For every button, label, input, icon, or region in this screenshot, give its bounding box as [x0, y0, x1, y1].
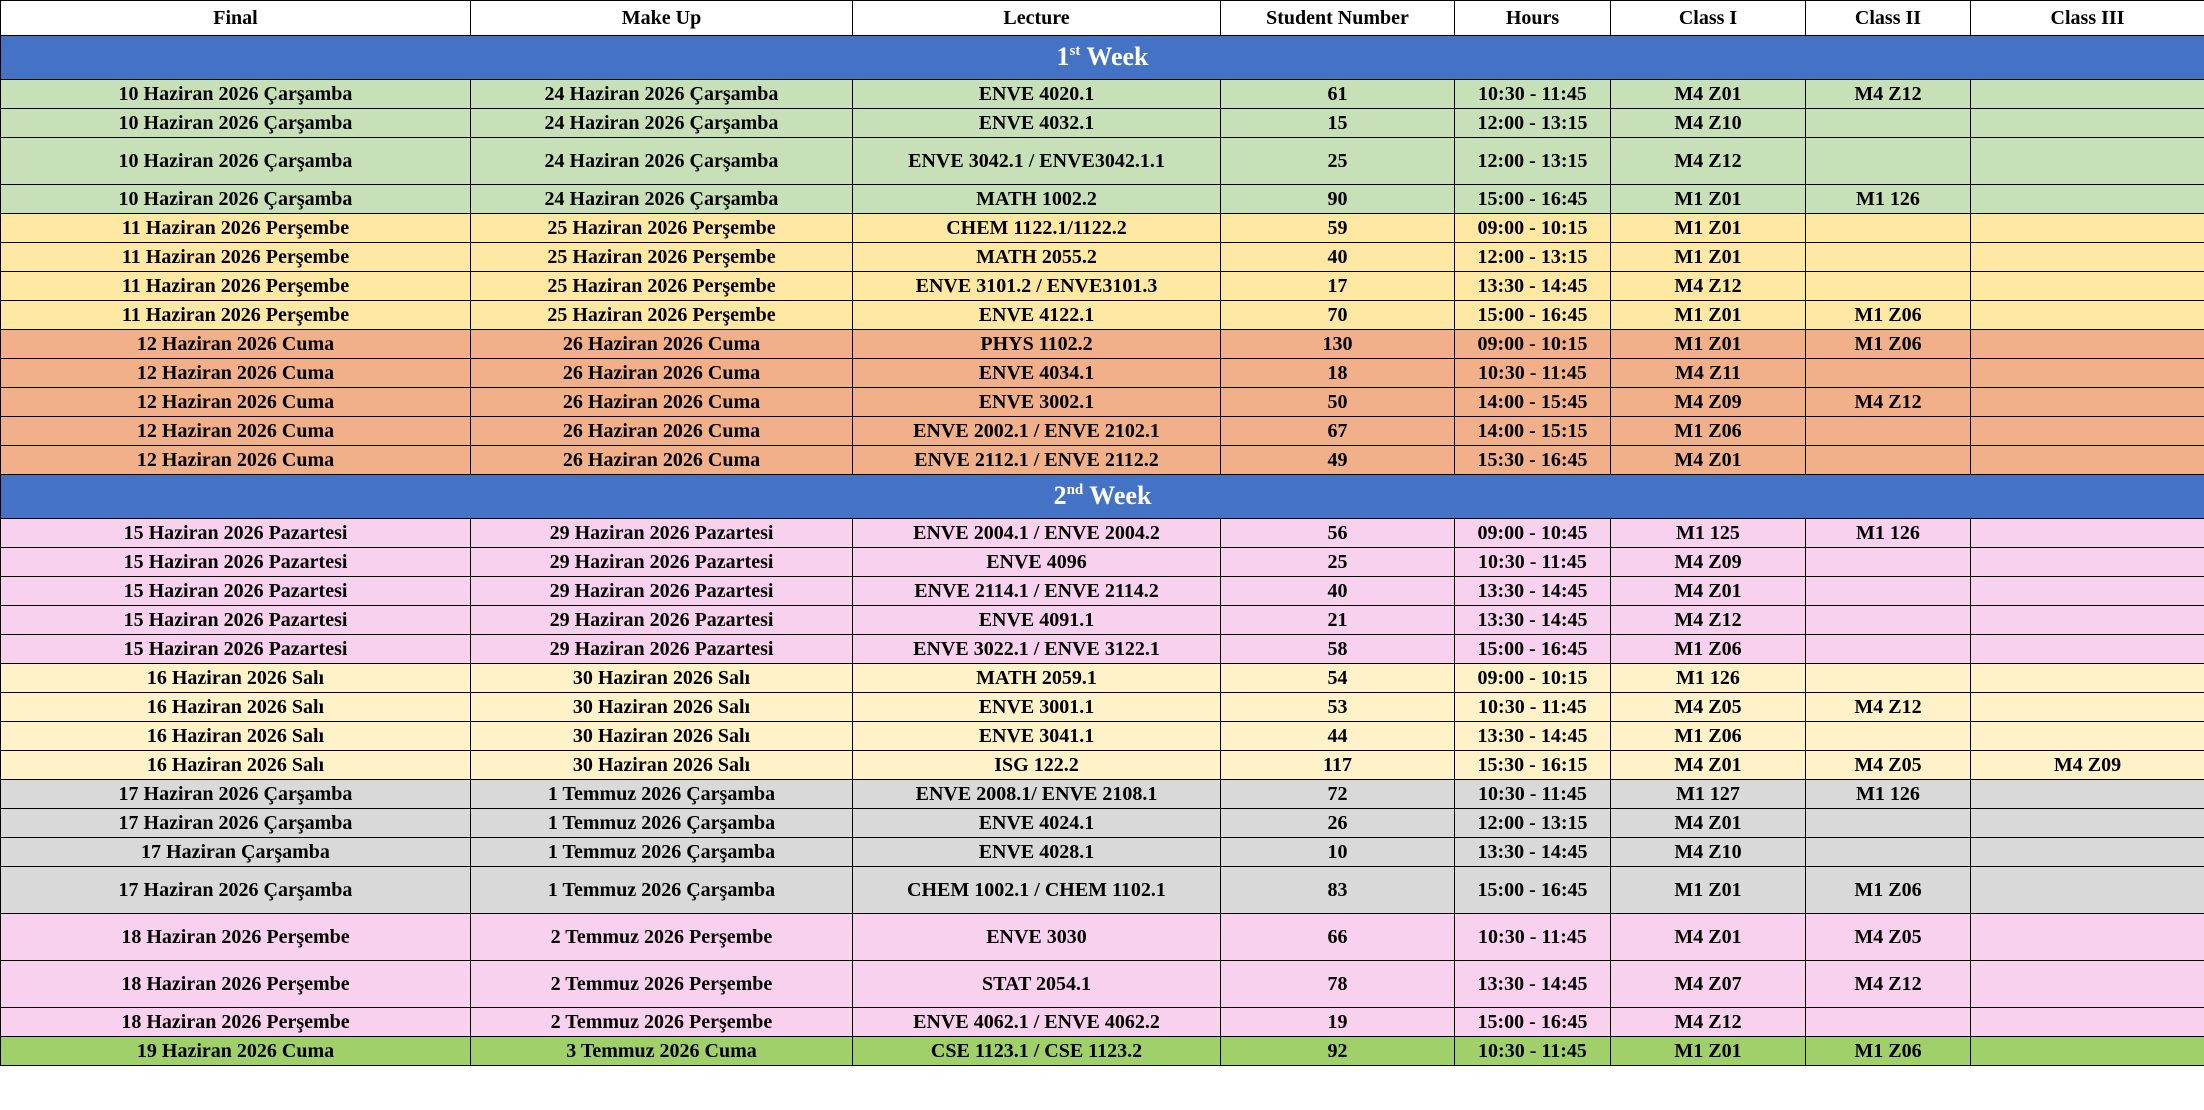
cell-student-number: 18	[1221, 359, 1455, 388]
cell-class-iii	[1971, 693, 2204, 722]
cell-final-date: 16 Haziran 2026 Salı	[1, 722, 471, 751]
cell-hours: 12:00 - 13:15	[1455, 138, 1611, 185]
cell-student-number: 61	[1221, 80, 1455, 109]
cell-class-i: M4 Z01	[1611, 751, 1806, 780]
cell-final-date: 12 Haziran 2026 Cuma	[1, 417, 471, 446]
header-student-number: Student Number	[1221, 1, 1455, 36]
cell-class-i: M4 Z09	[1611, 388, 1806, 417]
cell-student-number: 17	[1221, 272, 1455, 301]
week-ordinal-suffix: st	[1069, 43, 1081, 60]
cell-hours: 10:30 - 11:45	[1455, 80, 1611, 109]
cell-final-date: 16 Haziran 2026 Salı	[1, 664, 471, 693]
cell-final-date: 11 Haziran 2026 Perşembe	[1, 243, 471, 272]
cell-student-number: 10	[1221, 838, 1455, 867]
cell-class-ii: M1 Z06	[1806, 1037, 1971, 1066]
header-class-i: Class I	[1611, 1, 1806, 36]
cell-hours: 12:00 - 13:15	[1455, 809, 1611, 838]
cell-class-iii	[1971, 722, 2204, 751]
cell-final-date: 10 Haziran 2026 Çarşamba	[1, 138, 471, 185]
cell-class-iii	[1971, 914, 2204, 961]
cell-class-ii	[1806, 109, 1971, 138]
cell-makeup-date: 30 Haziran 2026 Salı	[471, 664, 853, 693]
table-row	[1, 606, 2204, 635]
cell-student-number: 78	[1221, 961, 1455, 1008]
cell-final-date: 12 Haziran 2026 Cuma	[1, 359, 471, 388]
cell-class-i: M4 Z01	[1611, 914, 1806, 961]
cell-class-iii	[1971, 388, 2204, 417]
cell-makeup-date: 2 Temmuz 2026 Perşembe	[471, 914, 853, 961]
cell-lecture: ENVE 4062.1 / ENVE 4062.2	[853, 1008, 1221, 1037]
table-row	[1, 664, 2204, 693]
cell-makeup-date: 26 Haziran 2026 Cuma	[471, 330, 853, 359]
cell-hours: 10:30 - 11:45	[1455, 359, 1611, 388]
header-class-ii: Class II	[1806, 1, 1971, 36]
cell-hours: 09:00 - 10:45	[1455, 519, 1611, 548]
cell-lecture: ISG 122.2	[853, 751, 1221, 780]
table-row	[1, 330, 2204, 359]
cell-makeup-date: 2 Temmuz 2026 Perşembe	[471, 961, 853, 1008]
cell-class-ii: M1 126	[1806, 519, 1971, 548]
cell-final-date: 11 Haziran 2026 Perşembe	[1, 272, 471, 301]
cell-student-number: 25	[1221, 138, 1455, 185]
cell-lecture: ENVE 2114.1 / ENVE 2114.2	[853, 577, 1221, 606]
table-row	[1, 961, 2204, 1008]
cell-final-date: 17 Haziran 2026 Çarşamba	[1, 780, 471, 809]
cell-hours: 13:30 - 14:45	[1455, 961, 1611, 1008]
table-row	[1, 417, 2204, 446]
cell-makeup-date: 29 Haziran 2026 Pazartesi	[471, 606, 853, 635]
cell-makeup-date: 3 Temmuz 2026 Cuma	[471, 1037, 853, 1066]
cell-student-number: 72	[1221, 780, 1455, 809]
cell-class-i: M4 Z12	[1611, 138, 1806, 185]
cell-class-iii	[1971, 809, 2204, 838]
table-row	[1, 185, 2204, 214]
cell-hours: 13:30 - 14:45	[1455, 838, 1611, 867]
cell-final-date: 17 Haziran Çarşamba	[1, 838, 471, 867]
cell-class-i: M4 Z12	[1611, 606, 1806, 635]
cell-student-number: 90	[1221, 185, 1455, 214]
table-row	[1, 446, 2204, 475]
cell-class-ii	[1806, 214, 1971, 243]
week-label: Week	[1089, 481, 1152, 511]
cell-makeup-date: 29 Haziran 2026 Pazartesi	[471, 577, 853, 606]
cell-final-date: 12 Haziran 2026 Cuma	[1, 330, 471, 359]
cell-class-ii	[1806, 243, 1971, 272]
cell-makeup-date: 29 Haziran 2026 Pazartesi	[471, 519, 853, 548]
cell-class-ii	[1806, 722, 1971, 751]
cell-class-i: M4 Z10	[1611, 838, 1806, 867]
cell-student-number: 59	[1221, 214, 1455, 243]
cell-student-number: 26	[1221, 809, 1455, 838]
cell-hours: 13:30 - 14:45	[1455, 272, 1611, 301]
cell-student-number: 15	[1221, 109, 1455, 138]
cell-class-ii	[1806, 577, 1971, 606]
cell-class-i: M1 Z01	[1611, 330, 1806, 359]
schedule-body	[1, 36, 2204, 1066]
table-row	[1, 214, 2204, 243]
cell-makeup-date: 25 Haziran 2026 Perşembe	[471, 243, 853, 272]
cell-class-i: M4 Z11	[1611, 359, 1806, 388]
cell-class-i: M1 125	[1611, 519, 1806, 548]
cell-hours: 15:00 - 16:45	[1455, 301, 1611, 330]
cell-makeup-date: 2 Temmuz 2026 Perşembe	[471, 1008, 853, 1037]
cell-hours: 09:00 - 10:15	[1455, 330, 1611, 359]
cell-class-iii	[1971, 80, 2204, 109]
cell-final-date: 11 Haziran 2026 Perşembe	[1, 214, 471, 243]
cell-final-date: 10 Haziran 2026 Çarşamba	[1, 80, 471, 109]
cell-lecture: ENVE 3001.1	[853, 693, 1221, 722]
cell-class-iii	[1971, 577, 2204, 606]
cell-class-ii: M4 Z05	[1806, 914, 1971, 961]
cell-lecture: PHYS 1102.2	[853, 330, 1221, 359]
cell-class-iii	[1971, 961, 2204, 1008]
cell-class-ii: M1 126	[1806, 780, 1971, 809]
cell-final-date: 11 Haziran 2026 Perşembe	[1, 301, 471, 330]
week-number: 1	[1056, 42, 1070, 72]
cell-class-i: M4 Z09	[1611, 548, 1806, 577]
cell-makeup-date: 30 Haziran 2026 Salı	[471, 751, 853, 780]
cell-class-i: M1 Z01	[1611, 301, 1806, 330]
table-row	[1, 914, 2204, 961]
cell-makeup-date: 30 Haziran 2026 Salı	[471, 693, 853, 722]
cell-class-i: M1 Z01	[1611, 867, 1806, 914]
cell-hours: 15:00 - 16:45	[1455, 185, 1611, 214]
cell-class-i: M4 Z01	[1611, 80, 1806, 109]
cell-lecture: ENVE 3101.2 / ENVE3101.3	[853, 272, 1221, 301]
cell-lecture: MATH 2055.2	[853, 243, 1221, 272]
cell-class-i: M1 Z01	[1611, 214, 1806, 243]
cell-class-i: M1 Z06	[1611, 417, 1806, 446]
cell-class-ii: M4 Z05	[1806, 751, 1971, 780]
cell-class-iii	[1971, 330, 2204, 359]
cell-class-iii	[1971, 214, 2204, 243]
table-row	[1, 359, 2204, 388]
cell-class-iii	[1971, 1037, 2204, 1066]
cell-final-date: 10 Haziran 2026 Çarşamba	[1, 185, 471, 214]
cell-class-iii	[1971, 635, 2204, 664]
cell-class-ii	[1806, 446, 1971, 475]
cell-student-number: 53	[1221, 693, 1455, 722]
cell-class-i: M4 Z01	[1611, 446, 1806, 475]
cell-class-i: M4 Z07	[1611, 961, 1806, 1008]
cell-lecture: ENVE 4032.1	[853, 109, 1221, 138]
cell-student-number: 54	[1221, 664, 1455, 693]
cell-hours: 15:00 - 16:45	[1455, 1008, 1611, 1037]
cell-class-i: M4 Z01	[1611, 809, 1806, 838]
cell-class-iii	[1971, 519, 2204, 548]
cell-final-date: 17 Haziran 2026 Çarşamba	[1, 809, 471, 838]
cell-class-ii: M1 Z06	[1806, 330, 1971, 359]
cell-final-date: 18 Haziran 2026 Perşembe	[1, 1008, 471, 1037]
cell-student-number: 50	[1221, 388, 1455, 417]
cell-class-iii	[1971, 838, 2204, 867]
cell-class-i: M1 Z01	[1611, 1037, 1806, 1066]
cell-lecture: ENVE 4122.1	[853, 301, 1221, 330]
cell-class-ii	[1806, 635, 1971, 664]
cell-hours: 13:30 - 14:45	[1455, 722, 1611, 751]
table-row	[1, 388, 2204, 417]
cell-makeup-date: 25 Haziran 2026 Perşembe	[471, 214, 853, 243]
table-row	[1, 243, 2204, 272]
header-lecture: Lecture	[853, 1, 1221, 36]
header-make-up: Make Up	[471, 1, 853, 36]
cell-lecture: ENVE 3030	[853, 914, 1221, 961]
cell-makeup-date: 1 Temmuz 2026 Çarşamba	[471, 867, 853, 914]
table-row	[1, 301, 2204, 330]
cell-final-date: 10 Haziran 2026 Çarşamba	[1, 109, 471, 138]
cell-class-ii	[1806, 359, 1971, 388]
cell-lecture: CHEM 1002.1 / CHEM 1102.1	[853, 867, 1221, 914]
table-row	[1, 838, 2204, 867]
cell-makeup-date: 26 Haziran 2026 Cuma	[471, 446, 853, 475]
cell-hours: 10:30 - 11:45	[1455, 548, 1611, 577]
cell-class-ii: M1 Z06	[1806, 867, 1971, 914]
cell-lecture: ENVE 4020.1	[853, 80, 1221, 109]
cell-hours: 15:00 - 16:45	[1455, 867, 1611, 914]
cell-student-number: 44	[1221, 722, 1455, 751]
week-number: 2	[1053, 481, 1067, 511]
table-row	[1, 138, 2204, 185]
table-row	[1, 519, 2204, 548]
cell-class-ii: M1 Z06	[1806, 301, 1971, 330]
cell-makeup-date: 1 Temmuz 2026 Çarşamba	[471, 838, 853, 867]
cell-final-date: 18 Haziran 2026 Perşembe	[1, 914, 471, 961]
table-row	[1, 867, 2204, 914]
cell-makeup-date: 30 Haziran 2026 Salı	[471, 722, 853, 751]
cell-final-date: 17 Haziran 2026 Çarşamba	[1, 867, 471, 914]
cell-student-number: 66	[1221, 914, 1455, 961]
cell-class-i: M1 Z01	[1611, 185, 1806, 214]
table-row	[1, 1037, 2204, 1066]
cell-class-ii	[1806, 548, 1971, 577]
cell-student-number: 56	[1221, 519, 1455, 548]
cell-final-date: 16 Haziran 2026 Salı	[1, 751, 471, 780]
cell-lecture: ENVE 4096	[853, 548, 1221, 577]
cell-final-date: 15 Haziran 2026 Pazartesi	[1, 606, 471, 635]
cell-lecture: ENVE 3041.1	[853, 722, 1221, 751]
cell-makeup-date: 29 Haziran 2026 Pazartesi	[471, 548, 853, 577]
week-header-row	[1, 36, 2204, 80]
cell-class-i: M1 Z06	[1611, 722, 1806, 751]
week-title	[1, 475, 2204, 519]
cell-lecture: ENVE 4091.1	[853, 606, 1221, 635]
cell-student-number: 130	[1221, 330, 1455, 359]
cell-makeup-date: 29 Haziran 2026 Pazartesi	[471, 635, 853, 664]
cell-lecture: ENVE 2008.1/ ENVE 2108.1	[853, 780, 1221, 809]
cell-final-date: 12 Haziran 2026 Cuma	[1, 446, 471, 475]
cell-class-iii: M4 Z09	[1971, 751, 2204, 780]
cell-student-number: 40	[1221, 577, 1455, 606]
cell-class-ii: M4 Z12	[1806, 80, 1971, 109]
cell-class-iii	[1971, 138, 2204, 185]
cell-hours: 09:00 - 10:15	[1455, 664, 1611, 693]
cell-class-ii	[1806, 138, 1971, 185]
cell-final-date: 15 Haziran 2026 Pazartesi	[1, 519, 471, 548]
cell-class-i: M4 Z10	[1611, 109, 1806, 138]
cell-lecture: ENVE 4034.1	[853, 359, 1221, 388]
cell-lecture: ENVE 4024.1	[853, 809, 1221, 838]
cell-class-iii	[1971, 1008, 2204, 1037]
cell-hours: 10:30 - 11:45	[1455, 1037, 1611, 1066]
cell-class-ii	[1806, 838, 1971, 867]
cell-student-number: 58	[1221, 635, 1455, 664]
cell-class-i: M1 127	[1611, 780, 1806, 809]
cell-lecture: CSE 1123.1 / CSE 1123.2	[853, 1037, 1221, 1066]
table-row	[1, 751, 2204, 780]
cell-class-iii	[1971, 780, 2204, 809]
cell-final-date: 12 Haziran 2026 Cuma	[1, 388, 471, 417]
week-header-row	[1, 475, 2204, 519]
cell-hours: 15:30 - 16:45	[1455, 446, 1611, 475]
cell-final-date: 16 Haziran 2026 Salı	[1, 693, 471, 722]
cell-hours: 09:00 - 10:15	[1455, 214, 1611, 243]
table-row	[1, 635, 2204, 664]
cell-hours: 15:00 - 16:45	[1455, 635, 1611, 664]
cell-makeup-date: 26 Haziran 2026 Cuma	[471, 359, 853, 388]
cell-hours: 12:00 - 13:15	[1455, 243, 1611, 272]
table-row	[1, 109, 2204, 138]
table-row	[1, 548, 2204, 577]
cell-hours: 14:00 - 15:15	[1455, 417, 1611, 446]
cell-final-date: 15 Haziran 2026 Pazartesi	[1, 548, 471, 577]
cell-class-iii	[1971, 867, 2204, 914]
week-title	[1, 36, 2204, 80]
cell-class-i: M4 Z12	[1611, 1008, 1806, 1037]
cell-lecture: ENVE 3002.1	[853, 388, 1221, 417]
cell-final-date: 15 Haziran 2026 Pazartesi	[1, 577, 471, 606]
cell-student-number: 49	[1221, 446, 1455, 475]
cell-lecture: ENVE 3022.1 / ENVE 3122.1	[853, 635, 1221, 664]
table-row	[1, 577, 2204, 606]
header-class-iii: Class III	[1971, 1, 2204, 36]
cell-lecture: ENVE 2004.1 / ENVE 2004.2	[853, 519, 1221, 548]
cell-class-i: M1 Z01	[1611, 243, 1806, 272]
cell-makeup-date: 26 Haziran 2026 Cuma	[471, 417, 853, 446]
cell-class-i: M4 Z05	[1611, 693, 1806, 722]
cell-class-ii	[1806, 417, 1971, 446]
week-ordinal-suffix: nd	[1066, 482, 1084, 499]
cell-class-iii	[1971, 243, 2204, 272]
cell-final-date: 15 Haziran 2026 Pazartesi	[1, 635, 471, 664]
cell-class-ii: M4 Z12	[1806, 388, 1971, 417]
cell-student-number: 92	[1221, 1037, 1455, 1066]
cell-class-i: M1 126	[1611, 664, 1806, 693]
cell-student-number: 117	[1221, 751, 1455, 780]
cell-hours: 15:30 - 16:15	[1455, 751, 1611, 780]
cell-class-iii	[1971, 185, 2204, 214]
cell-class-iii	[1971, 359, 2204, 388]
cell-student-number: 21	[1221, 606, 1455, 635]
cell-class-ii	[1806, 606, 1971, 635]
cell-makeup-date: 26 Haziran 2026 Cuma	[471, 388, 853, 417]
cell-student-number: 19	[1221, 1008, 1455, 1037]
cell-student-number: 25	[1221, 548, 1455, 577]
cell-lecture: STAT 2054.1	[853, 961, 1221, 1008]
cell-class-ii: M1 126	[1806, 185, 1971, 214]
cell-lecture: CHEM 1122.1/1122.2	[853, 214, 1221, 243]
cell-class-ii	[1806, 1008, 1971, 1037]
cell-makeup-date: 24 Haziran 2026 Çarşamba	[471, 109, 853, 138]
cell-hours: 13:30 - 14:45	[1455, 577, 1611, 606]
cell-final-date: 18 Haziran 2026 Perşembe	[1, 961, 471, 1008]
table-row	[1, 272, 2204, 301]
cell-hours: 14:00 - 15:45	[1455, 388, 1611, 417]
cell-class-i: M4 Z12	[1611, 272, 1806, 301]
table-row	[1, 722, 2204, 751]
cell-class-iii	[1971, 548, 2204, 577]
cell-lecture: MATH 1002.2	[853, 185, 1221, 214]
cell-class-ii: M4 Z12	[1806, 961, 1971, 1008]
week-label: Week	[1086, 42, 1149, 72]
cell-student-number: 70	[1221, 301, 1455, 330]
cell-class-ii	[1806, 272, 1971, 301]
cell-class-iii	[1971, 272, 2204, 301]
cell-student-number: 67	[1221, 417, 1455, 446]
cell-lecture: ENVE 2112.1 / ENVE 2112.2	[853, 446, 1221, 475]
cell-makeup-date: 24 Haziran 2026 Çarşamba	[471, 185, 853, 214]
header-row	[1, 1, 2204, 36]
cell-makeup-date: 25 Haziran 2026 Perşembe	[471, 301, 853, 330]
cell-final-date: 19 Haziran 2026 Cuma	[1, 1037, 471, 1066]
cell-makeup-date: 1 Temmuz 2026 Çarşamba	[471, 809, 853, 838]
cell-class-i: M4 Z01	[1611, 577, 1806, 606]
table-row	[1, 80, 2204, 109]
cell-makeup-date: 24 Haziran 2026 Çarşamba	[471, 138, 853, 185]
cell-class-i: M1 Z06	[1611, 635, 1806, 664]
header-final: Final	[1, 1, 471, 36]
cell-class-ii	[1806, 809, 1971, 838]
table-row	[1, 1008, 2204, 1037]
cell-makeup-date: 24 Haziran 2026 Çarşamba	[471, 80, 853, 109]
table-row	[1, 693, 2204, 722]
cell-lecture: ENVE 2002.1 / ENVE 2102.1	[853, 417, 1221, 446]
cell-hours: 10:30 - 11:45	[1455, 780, 1611, 809]
cell-lecture: MATH 2059.1	[853, 664, 1221, 693]
cell-hours: 10:30 - 11:45	[1455, 914, 1611, 961]
header-hours: Hours	[1455, 1, 1611, 36]
cell-class-iii	[1971, 446, 2204, 475]
cell-class-iii	[1971, 301, 2204, 330]
cell-lecture: ENVE 3042.1 / ENVE3042.1.1	[853, 138, 1221, 185]
cell-class-iii	[1971, 664, 2204, 693]
cell-student-number: 40	[1221, 243, 1455, 272]
cell-hours: 12:00 - 13:15	[1455, 109, 1611, 138]
cell-lecture: ENVE 4028.1	[853, 838, 1221, 867]
cell-class-iii	[1971, 109, 2204, 138]
cell-class-iii	[1971, 417, 2204, 446]
table-row	[1, 780, 2204, 809]
cell-class-iii	[1971, 606, 2204, 635]
cell-makeup-date: 25 Haziran 2026 Perşembe	[471, 272, 853, 301]
cell-student-number: 83	[1221, 867, 1455, 914]
cell-hours: 13:30 - 14:45	[1455, 606, 1611, 635]
cell-class-ii: M4 Z12	[1806, 693, 1971, 722]
cell-class-ii	[1806, 664, 1971, 693]
cell-makeup-date: 1 Temmuz 2026 Çarşamba	[471, 780, 853, 809]
table-row	[1, 809, 2204, 838]
cell-hours: 10:30 - 11:45	[1455, 693, 1611, 722]
